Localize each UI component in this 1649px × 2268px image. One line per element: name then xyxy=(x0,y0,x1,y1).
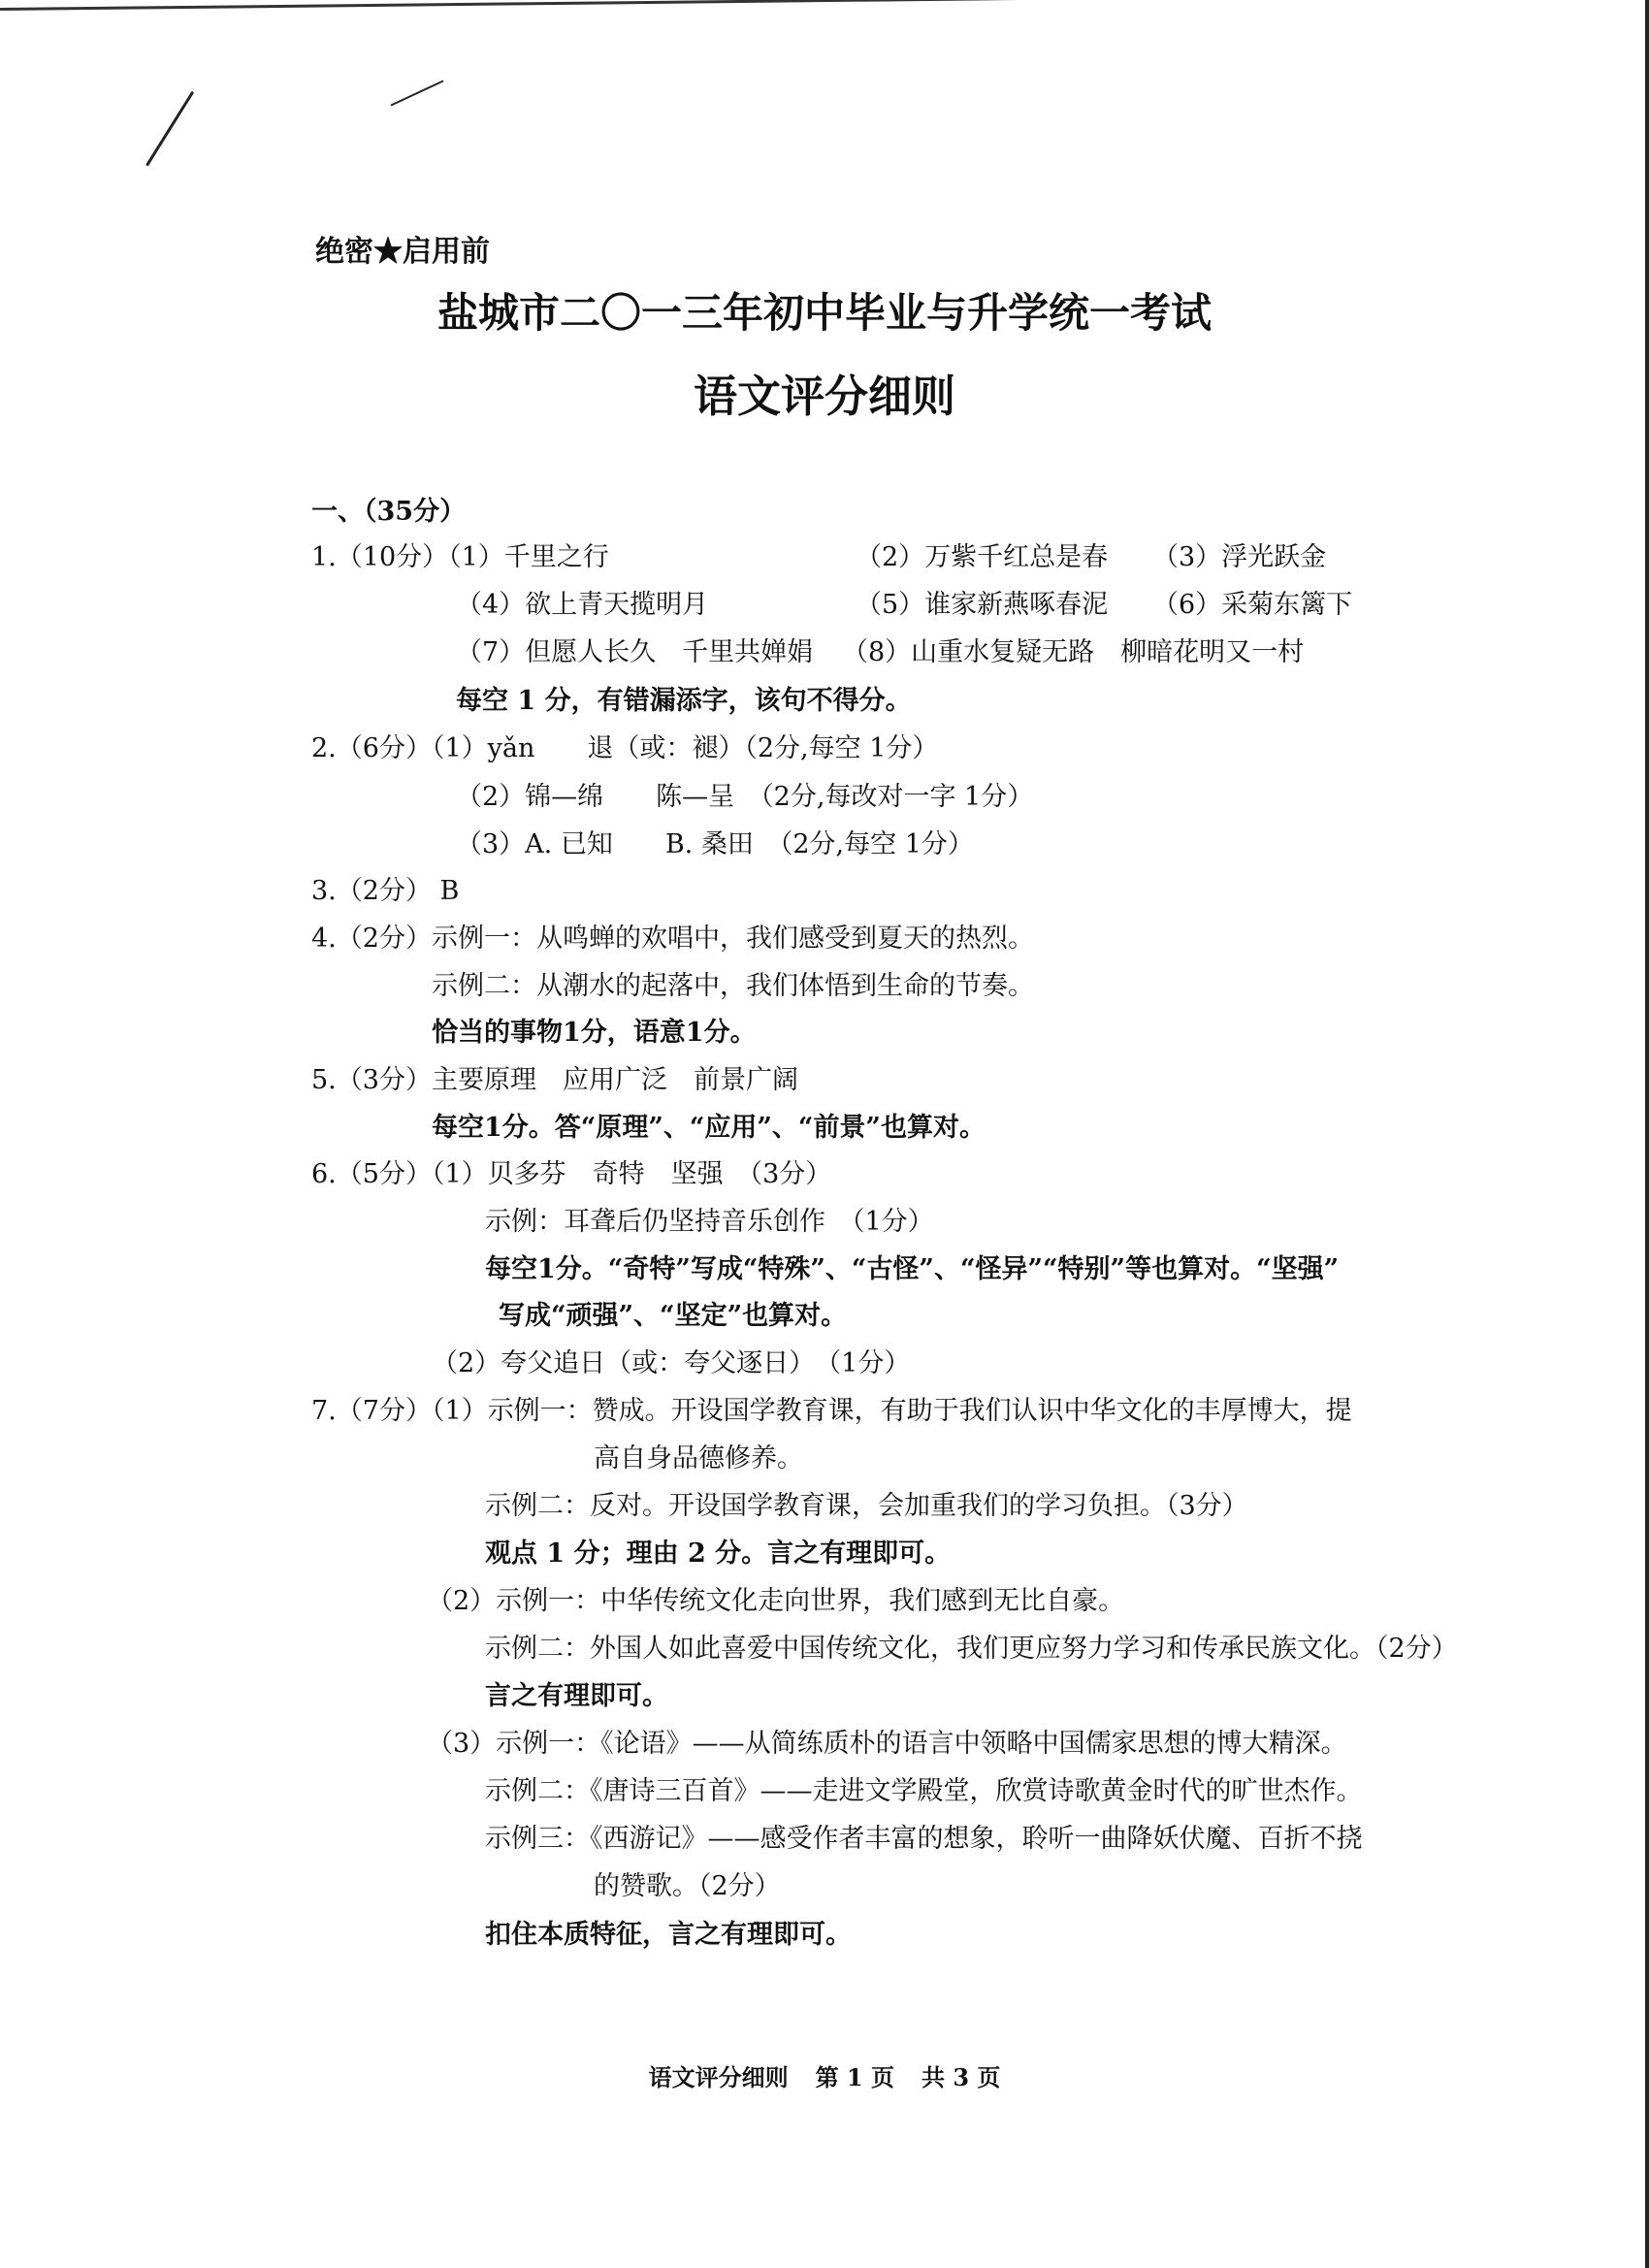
footer-page-total: 共 3 页 xyxy=(922,2063,1001,2091)
classification-label: 绝密★启用前 xyxy=(315,235,490,269)
pen-mark xyxy=(390,80,443,106)
section-heading: 一、（35分） xyxy=(311,497,467,527)
scoring-note: 每空 1 分，有错漏添字，该句不得分。 xyxy=(456,686,912,716)
answer-line: 5.（3分）主要原理 应用广泛 前景广阔 xyxy=(311,1065,798,1095)
answer-line: 示例二：反对。开设国学教育课，会加重我们的学习负担。（3分） xyxy=(485,1491,1248,1521)
answer-line: 3.（2分） B xyxy=(311,876,460,906)
footer-page-number: 第 1 页 xyxy=(815,2063,894,2091)
answer-line: 示例三：《西游记》——感受作者丰富的想象，聆听一曲降妖伏魔、百折不挠 xyxy=(485,1824,1363,1854)
answer-line: 1.（10分）（1）千里之行 xyxy=(311,542,609,572)
answer-line: 示例二：《唐诗三百首》——走进文学殿堂，欣赏诗歌黄金时代的旷世杰作。 xyxy=(485,1776,1363,1806)
scan-edge-right xyxy=(1645,0,1649,2268)
page-title: 盐城市二〇一三年初中毕业与升学统一考试 xyxy=(436,289,1212,337)
answer-line: 2.（6分）（1）yǎn 退（或：褪）（2分,每空 1分） xyxy=(311,733,939,763)
answer-line: 高自身品德修养。 xyxy=(594,1443,803,1474)
answer-line: （5）谁家新燕啄春泥 xyxy=(856,590,1109,620)
footer-doc-title: 语文评分细则 xyxy=(648,2063,789,2091)
answer-line: 示例二：外国人如此喜爱中国传统文化，我们更应努力学习和传承民族文化。（2分） xyxy=(485,1634,1458,1664)
answer-line: （2）锦—绵 陈—呈 （2分,每改对一字 1分） xyxy=(456,782,1034,812)
answer-line: （7）但愿人长久 千里共婵娟 xyxy=(456,637,814,667)
scoring-note: 写成“顽强”、“坚定”也算对。 xyxy=(499,1301,848,1331)
answer-line: 4.（2分）示例一：从鸣蝉的欢唱中，我们感受到夏天的热烈。 xyxy=(311,923,1034,954)
answer-line: （6）采菊东篱下 xyxy=(1152,590,1353,620)
answer-line: （3）A. 已知 B. 桑田 （2分,每空 1分） xyxy=(456,829,974,859)
scoring-note: 每空1分。“奇特”写成“特殊”、“古怪”、“怪异”“特别”等也算对。“坚强” xyxy=(485,1254,1340,1284)
scoring-note: 扣住本质特征，言之有理即可。 xyxy=(485,1920,852,1950)
answer-line: （3）示例一：《论语》——从简练质朴的语言中领略中国儒家思想的博大精深。 xyxy=(427,1729,1347,1759)
scoring-note: 观点 1 分；理由 2 分。言之有理即可。 xyxy=(485,1539,952,1569)
answer-line: 示例二：从潮水的起落中，我们体悟到生命的节奏。 xyxy=(432,971,1034,1001)
answer-line: （2）万紫千红总是春 xyxy=(856,542,1109,572)
scoring-note: 恰当的事物1分，语意1分。 xyxy=(432,1018,757,1048)
scoring-note: 言之有理即可。 xyxy=(485,1681,668,1711)
answer-line: 的赞歌。（2分） xyxy=(594,1871,781,1901)
answer-line: 示例：耳聋后仍坚持音乐创作 （1分） xyxy=(485,1207,934,1237)
scoring-note: 每空1分。答“原理”、“应用”、“前景”也算对。 xyxy=(432,1113,986,1143)
answer-line: 7.（7分）（1）示例一：赞成。开设国学教育课，有助于我们认识中华文化的丰厚博大，提 xyxy=(311,1396,1352,1426)
page-footer xyxy=(0,2061,1649,2094)
answer-line: （4）欲上青天揽明月 xyxy=(456,590,709,620)
page-subtitle: 语文评分细则 xyxy=(693,371,955,422)
scan-edge-top xyxy=(0,0,1649,11)
answer-line: 6.（5分）（1）贝多芬 奇特 坚强 （3分） xyxy=(311,1159,832,1189)
pen-mark xyxy=(146,91,194,167)
answer-line: （3）浮光跃金 xyxy=(1152,542,1327,572)
answer-line: （8）山重水复疑无路 柳暗花明又一村 xyxy=(842,637,1305,667)
answer-line: （2）示例一：中华传统文化走向世界，我们感到无比自豪。 xyxy=(427,1586,1125,1616)
answer-line: （2）夸父追日（或：夸父逐日） （1分） xyxy=(432,1348,911,1378)
